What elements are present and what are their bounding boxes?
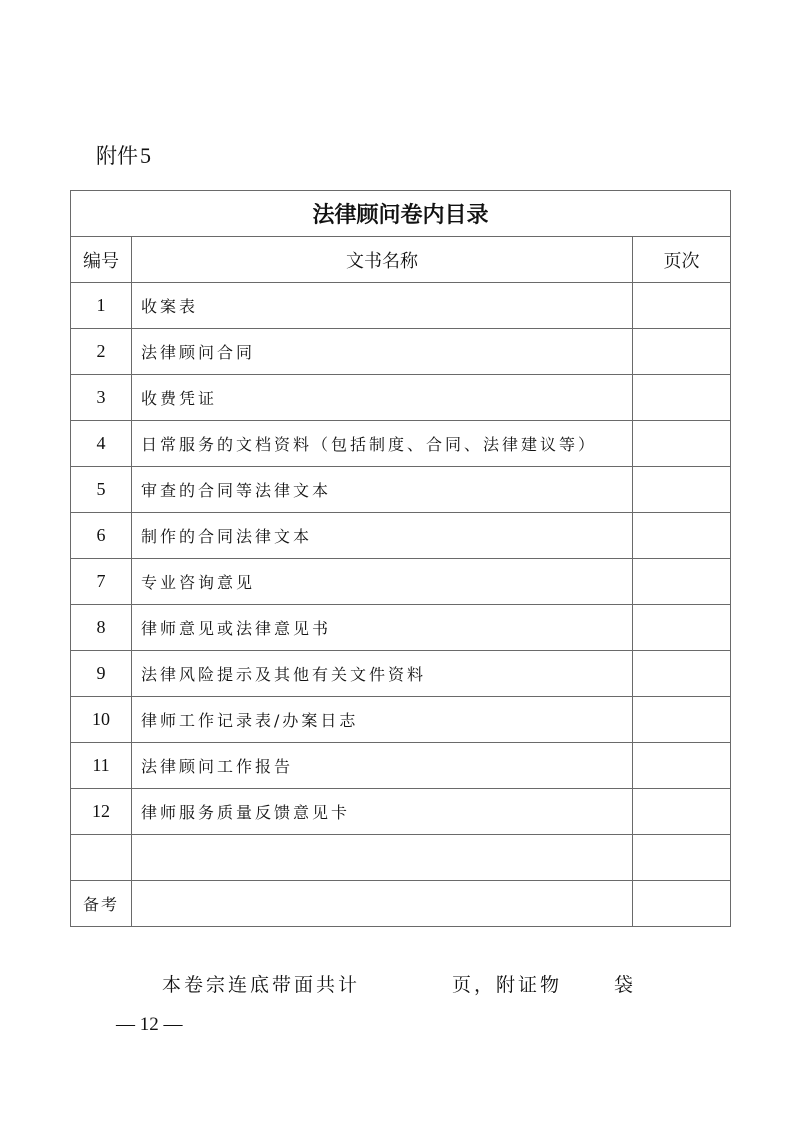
directory-table xyxy=(70,190,731,927)
row-doc-name: 收案表 xyxy=(132,283,633,329)
header-doc-name: 文书名称 xyxy=(132,237,633,283)
page-number: — 12 — xyxy=(116,1014,183,1035)
header-number: 编号 xyxy=(71,237,132,283)
row-pages xyxy=(633,743,731,789)
row-number: 7 xyxy=(71,559,132,605)
row-number: 2 xyxy=(71,329,132,375)
table-row xyxy=(71,421,731,467)
row-pages xyxy=(633,651,731,697)
table-row xyxy=(71,467,731,513)
table-title: 法律顾问卷内目录 xyxy=(71,191,731,237)
row-doc-name: 收费凭证 xyxy=(132,375,633,421)
remarks-pages xyxy=(633,881,731,927)
row-number: 5 xyxy=(71,467,132,513)
row-doc-name: 法律风险提示及其他有关文件资料 xyxy=(132,651,633,697)
row-number: 8 xyxy=(71,605,132,651)
table-row xyxy=(71,329,731,375)
row-doc-name: 律师工作记录表/办案日志 xyxy=(132,697,633,743)
row-number xyxy=(71,835,132,881)
table-row xyxy=(71,375,731,421)
row-doc-name xyxy=(132,835,633,881)
row-number: 10 xyxy=(71,697,132,743)
footer-part1: 本卷宗连底带面共计 xyxy=(162,974,361,996)
row-pages xyxy=(633,559,731,605)
table-row xyxy=(71,697,731,743)
table-row xyxy=(71,283,731,329)
row-doc-name: 律师意见或法律意见书 xyxy=(132,605,633,651)
row-pages xyxy=(633,467,731,513)
table-row-empty xyxy=(71,835,731,881)
attachment-number: 5 xyxy=(140,143,151,168)
footer-part2: 页，附证物 xyxy=(452,974,563,996)
row-pages xyxy=(633,835,731,881)
row-pages xyxy=(633,283,731,329)
row-number: 11 xyxy=(71,743,132,789)
table-row xyxy=(71,651,731,697)
remarks-content xyxy=(132,881,633,927)
row-doc-name: 制作的合同法律文本 xyxy=(132,513,633,559)
attachment-label xyxy=(96,140,151,170)
table-row xyxy=(71,559,731,605)
footer-part3: 袋 xyxy=(614,974,637,996)
row-pages xyxy=(633,329,731,375)
header-pages: 页次 xyxy=(633,237,731,283)
row-doc-name: 日常服务的文档资料（包括制度、合同、法律建议等） xyxy=(132,421,633,467)
row-number: 12 xyxy=(71,789,132,835)
row-number: 9 xyxy=(71,651,132,697)
row-number: 1 xyxy=(71,283,132,329)
footer-statement xyxy=(162,970,636,997)
attachment-label-text: 附件 xyxy=(96,144,138,168)
remarks-label: 备考 xyxy=(71,881,132,927)
table-row xyxy=(71,789,731,835)
table-row xyxy=(71,605,731,651)
table-row xyxy=(71,743,731,789)
row-pages xyxy=(633,697,731,743)
row-pages xyxy=(633,375,731,421)
row-number: 3 xyxy=(71,375,132,421)
row-doc-name: 律师服务质量反馈意见卡 xyxy=(132,789,633,835)
row-doc-name: 法律顾问工作报告 xyxy=(132,743,633,789)
row-pages xyxy=(633,421,731,467)
row-doc-name: 专业咨询意见 xyxy=(132,559,633,605)
row-number: 4 xyxy=(71,421,132,467)
row-pages xyxy=(633,605,731,651)
table-row xyxy=(71,513,731,559)
row-number: 6 xyxy=(71,513,132,559)
remarks-row xyxy=(71,881,731,927)
row-doc-name: 法律顾问合同 xyxy=(132,329,633,375)
row-pages xyxy=(633,513,731,559)
row-pages xyxy=(633,789,731,835)
row-doc-name: 审查的合同等法律文本 xyxy=(132,467,633,513)
